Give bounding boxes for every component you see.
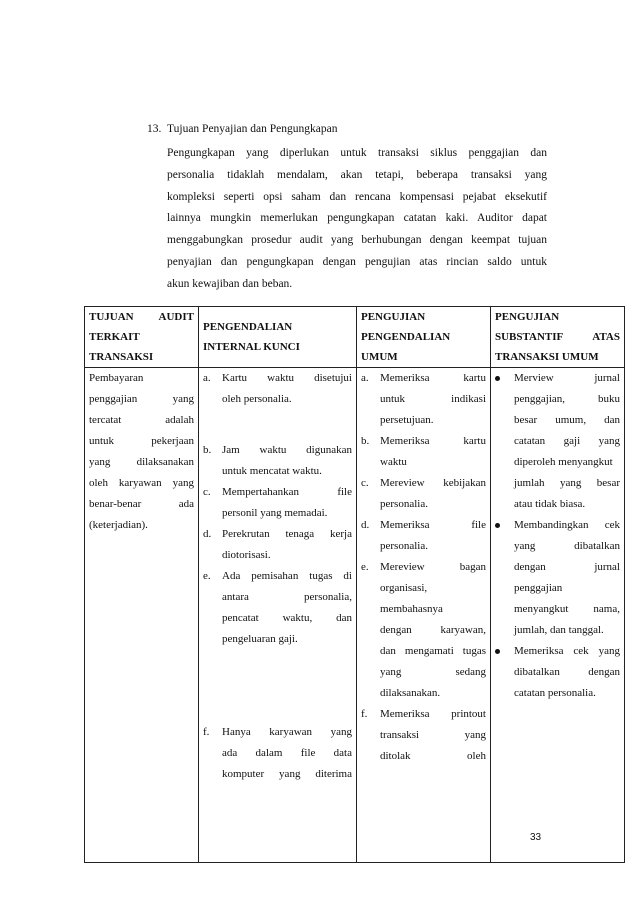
item-line: diperoleh menyangkut	[514, 456, 613, 468]
cell-tujuan	[85, 368, 199, 863]
item-label: d.	[361, 519, 370, 531]
cell-pengujian-substantif	[491, 368, 625, 863]
item-line: penggajian, buku	[514, 393, 620, 405]
item-line: pencatat waktu, dan	[222, 612, 352, 624]
item-line: untuk mencatat waktu.	[222, 465, 322, 477]
item-line: Memeriksa cek yang	[514, 645, 620, 657]
item-label: c.	[361, 477, 369, 489]
section-title: Tujuan Penyajian dan Pengungkapan	[167, 123, 338, 135]
control-item-a	[203, 368, 352, 410]
cell-pengujian-pengendalian	[357, 368, 491, 863]
cell-pengendalian	[199, 368, 357, 863]
item-line: Memeriksa file	[380, 519, 486, 531]
cell-line: penggajian yang	[89, 393, 194, 405]
section-heading	[147, 121, 547, 137]
item-line: personil yang memadai.	[222, 507, 328, 519]
item-line: Kartu waktu disetujui	[222, 372, 352, 384]
item-line: Mereview bagan	[380, 561, 486, 573]
item-line: Membandingkan cek	[514, 519, 620, 531]
item-line: untuk indikasi	[380, 393, 486, 405]
item-line: persetujuan.	[380, 414, 434, 426]
control-item-e	[203, 566, 352, 650]
test-item-f	[361, 704, 486, 767]
item-label: f.	[203, 726, 210, 738]
header-line: TERKAIT	[89, 331, 140, 343]
bullet-item	[495, 641, 620, 704]
item-label: e.	[203, 570, 211, 582]
item-line: waktu	[380, 456, 407, 468]
section-paragraph	[167, 143, 547, 296]
header-line: TRANSAKSI	[89, 351, 154, 363]
section-13	[147, 121, 547, 296]
item-line: dengan karyawan,	[380, 624, 486, 636]
item-line: dibatalkan dengan	[514, 666, 620, 678]
item-line: organisasi,	[380, 582, 428, 594]
item-label: b.	[203, 444, 212, 456]
cell-line: Pembayaran	[89, 372, 144, 384]
header-line: PENGENDALIAN	[361, 331, 451, 343]
paragraph-line: lainnya mungkin memerlukan pengungkapan catatan kaki. Auditor dapat	[167, 212, 547, 225]
header-line: INTERNAL KUNCI	[203, 341, 300, 353]
bullet-icon	[495, 376, 500, 381]
item-line: yang dibatalkan	[514, 540, 620, 552]
item-label: f.	[361, 708, 368, 720]
item-line: atau tidak biasa.	[514, 498, 586, 510]
spacer	[203, 410, 352, 440]
control-item-c	[203, 482, 352, 524]
item-line: Mereview kebijakan	[380, 477, 486, 489]
item-line: personalia.	[380, 498, 428, 510]
item-line: komputer yang diterima	[222, 768, 352, 780]
item-line: besar umum, dan	[514, 414, 620, 426]
paragraph-line: personalia tidaklah mendalam, akan tetapi, beberapa transaksi yang	[167, 168, 547, 181]
item-line: personalia.	[380, 540, 428, 552]
table-header-row	[85, 307, 625, 368]
cell-line: untuk pekerjaan	[89, 435, 194, 447]
control-item-f	[203, 722, 352, 785]
item-line: Memeriksa kartu	[380, 372, 486, 384]
item-line: transaksi yang	[380, 729, 486, 741]
paragraph-line: penyajian dan pengungkapan dengan pengujian atas rincian saldo untuk	[167, 255, 547, 268]
item-line: diotorisasi.	[222, 549, 271, 561]
item-line: yang sedang	[380, 666, 486, 678]
item-label: e.	[361, 561, 369, 573]
cell-line: tercatat adalah	[89, 414, 194, 426]
table-row	[85, 368, 625, 863]
item-line: dilaksanakan.	[380, 687, 441, 699]
item-line: menyangkut nama,	[514, 603, 620, 615]
header-line: TRANSAKSI UMUM	[495, 351, 599, 363]
bullet-icon	[495, 523, 500, 528]
item-line: oleh personalia.	[222, 393, 292, 405]
cell-line: oleh karyawan yang	[89, 477, 194, 489]
test-item-d	[361, 515, 486, 557]
header-tujuan-audit	[85, 307, 199, 368]
item-label: b.	[361, 435, 370, 447]
item-line: Merview jurnal	[514, 372, 620, 384]
bullet-item	[495, 368, 620, 515]
section-number: 13.	[147, 123, 162, 135]
item-line: ditolak oleh	[380, 750, 486, 762]
item-line: catatan gaji yang	[514, 435, 620, 447]
cell-line: benar-benar ada	[89, 498, 194, 510]
item-line: pengeluaran gaji.	[222, 633, 298, 645]
item-line: penggajian	[514, 582, 563, 594]
item-line: jumlah, dan tanggal.	[514, 624, 604, 636]
header-line: PENGUJIAN	[495, 311, 560, 323]
header-line: PENGENDALIAN	[203, 321, 293, 333]
item-label: d.	[203, 528, 212, 540]
test-item-a	[361, 368, 486, 431]
cell-line: yang dilaksanakan	[89, 456, 194, 468]
paragraph-line: kompleksi seperti opsi saham dan rencana kompensasi pejabat eksekutif	[167, 190, 547, 203]
control-item-b	[203, 440, 352, 482]
item-line: Perekrutan tenaga kerja	[222, 528, 352, 540]
item-line: jumlah yang besar	[514, 477, 620, 489]
item-label: c.	[203, 486, 211, 498]
item-label: a.	[203, 372, 211, 384]
bullet-icon	[495, 649, 500, 654]
item-line: membahasnya	[380, 603, 443, 615]
audit-table	[84, 306, 625, 863]
header-line: PENGUJIAN	[361, 311, 426, 323]
control-item-d	[203, 524, 352, 566]
header-line: TUJUAN AUDIT	[89, 311, 194, 323]
paragraph-line: Pengungkapan yang diperlukan untuk transaksi siklus penggajian dan	[167, 147, 547, 159]
item-line: Jam waktu digunakan	[222, 444, 352, 456]
paragraph-line: akun kewajiban dan beban.	[167, 277, 293, 290]
test-item-e	[361, 557, 486, 704]
header-pengujian-substantif	[491, 307, 625, 368]
item-line: Hanya karyawan yang	[222, 726, 352, 738]
item-label: a.	[361, 372, 369, 384]
header-line: UMUM	[361, 351, 398, 363]
item-line: catatan personalia.	[514, 687, 596, 699]
page-number: 33	[530, 832, 542, 843]
item-line: Memeriksa printout	[380, 708, 486, 720]
item-line: Ada pemisahan tugas di	[222, 570, 352, 582]
spacer	[203, 650, 352, 722]
header-pengendalian	[199, 307, 357, 368]
paragraph-line: menggabungkan prosedur audit yang berhubungan dengan keempat tujuan	[167, 234, 547, 247]
item-line: Memeriksa kartu	[380, 435, 486, 447]
header-pengujian-pengendalian	[357, 307, 491, 368]
header-line: SUBSTANTIF ATAS	[495, 331, 620, 343]
item-line: dengan jurnal	[514, 561, 620, 573]
item-line: ada dalam file data	[222, 747, 352, 759]
bullet-item	[495, 515, 620, 641]
item-line: Mempertahankan file	[222, 486, 352, 498]
cell-line: (keterjadian).	[89, 519, 148, 531]
test-item-b	[361, 431, 486, 473]
item-line: antara personalia,	[222, 591, 352, 603]
item-line: dan mengamati tugas	[380, 645, 486, 657]
test-item-c	[361, 473, 486, 515]
